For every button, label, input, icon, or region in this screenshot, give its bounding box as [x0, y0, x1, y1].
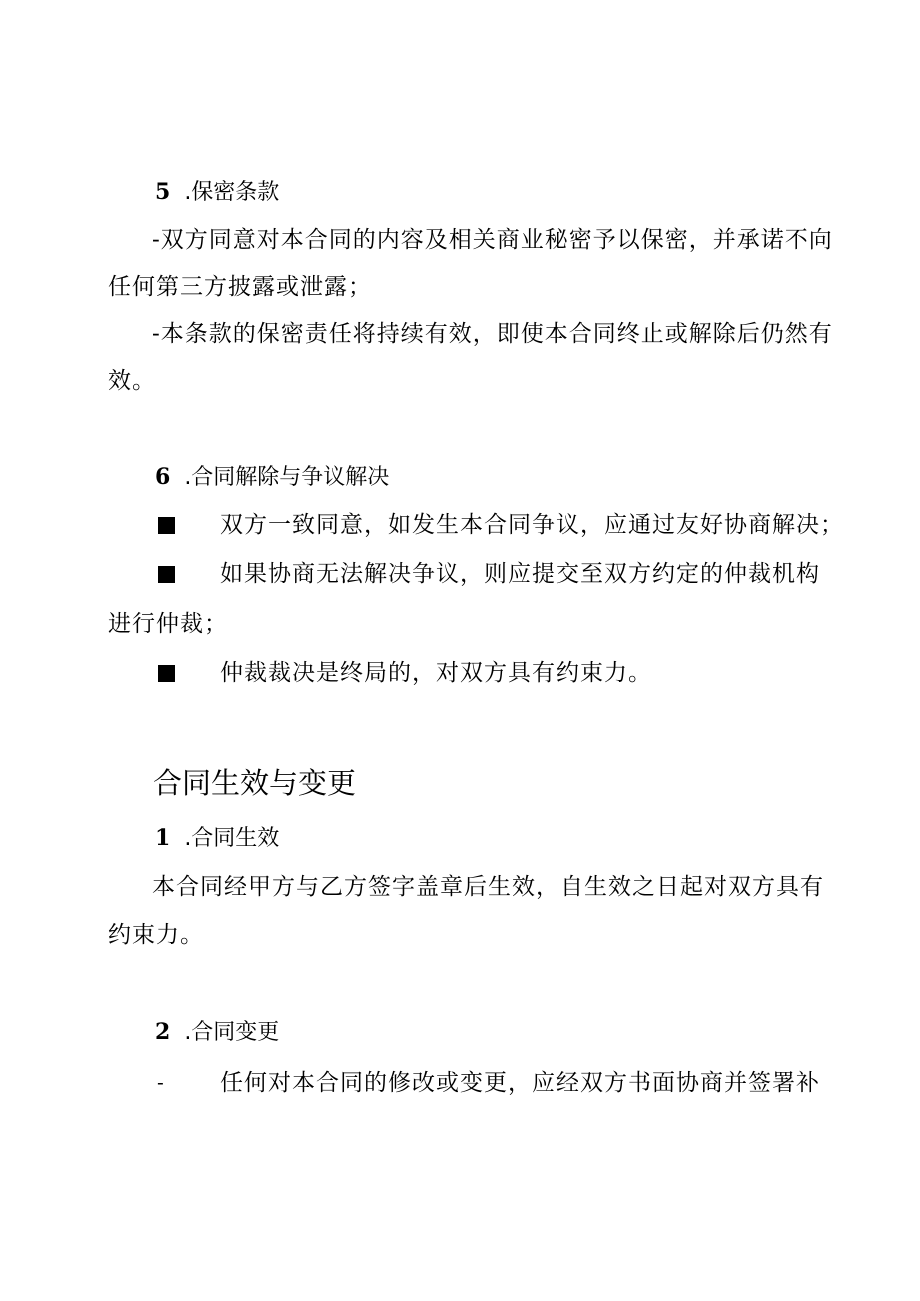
section-1-number: 1 [155, 825, 171, 851]
section-1-paragraph-line-2: 约束力。 [108, 922, 204, 948]
section-6-bullet-1: 双方一致同意，如发生本合同争议，应通过友好协商解决； [220, 512, 844, 538]
section-5-title: .保密条款 [184, 180, 280, 205]
list-dash-marker: - [157, 1070, 164, 1094]
bullet-square-icon [158, 517, 175, 534]
section-5-paragraph-2-line-2: 效。 [108, 368, 156, 394]
section-2-paragraph-line-1: 任何对本合同的修改或变更，应经双方书面协商并签署补 [220, 1070, 820, 1096]
section-5-paragraph-1-line-2: 任何第三方披露或泄露； [108, 274, 372, 300]
chapter-title: 合同生效与变更 [153, 766, 357, 800]
section-6-number: 6 [155, 464, 171, 490]
section-5-heading [155, 177, 279, 208]
section-5-paragraph-1-line-1: -双方同意对本合同的内容及相关商业秘密予以保密，并承诺不向 [152, 227, 833, 253]
section-6-bullet-2-line-2: 进行仲裁； [108, 611, 228, 637]
section-2-number: 2 [155, 1019, 171, 1045]
section-5-number: 5 [155, 179, 171, 205]
section-1-heading [155, 823, 279, 854]
section-6-title: .合同解除与争议解决 [184, 465, 390, 490]
section-5-paragraph-2-line-1: -本条款的保密责任将持续有效，即使本合同终止或解除后仍然有 [152, 321, 833, 347]
section-2-title: .合同变更 [184, 1020, 280, 1045]
section-6-heading [155, 462, 389, 493]
section-2-heading [155, 1017, 279, 1048]
bullet-square-icon [158, 665, 175, 682]
section-6-bullet-2-line-1: 如果协商无法解决争议，则应提交至双方约定的仲裁机构 [220, 561, 820, 587]
bullet-square-icon [158, 566, 175, 583]
section-6-bullet-3: 仲裁裁决是终局的，对双方具有约束力。 [220, 660, 652, 686]
section-1-paragraph-line-1: 本合同经甲方与乙方签字盖章后生效，自生效之日起对双方具有 [152, 874, 824, 900]
section-1-title: .合同生效 [184, 826, 280, 851]
